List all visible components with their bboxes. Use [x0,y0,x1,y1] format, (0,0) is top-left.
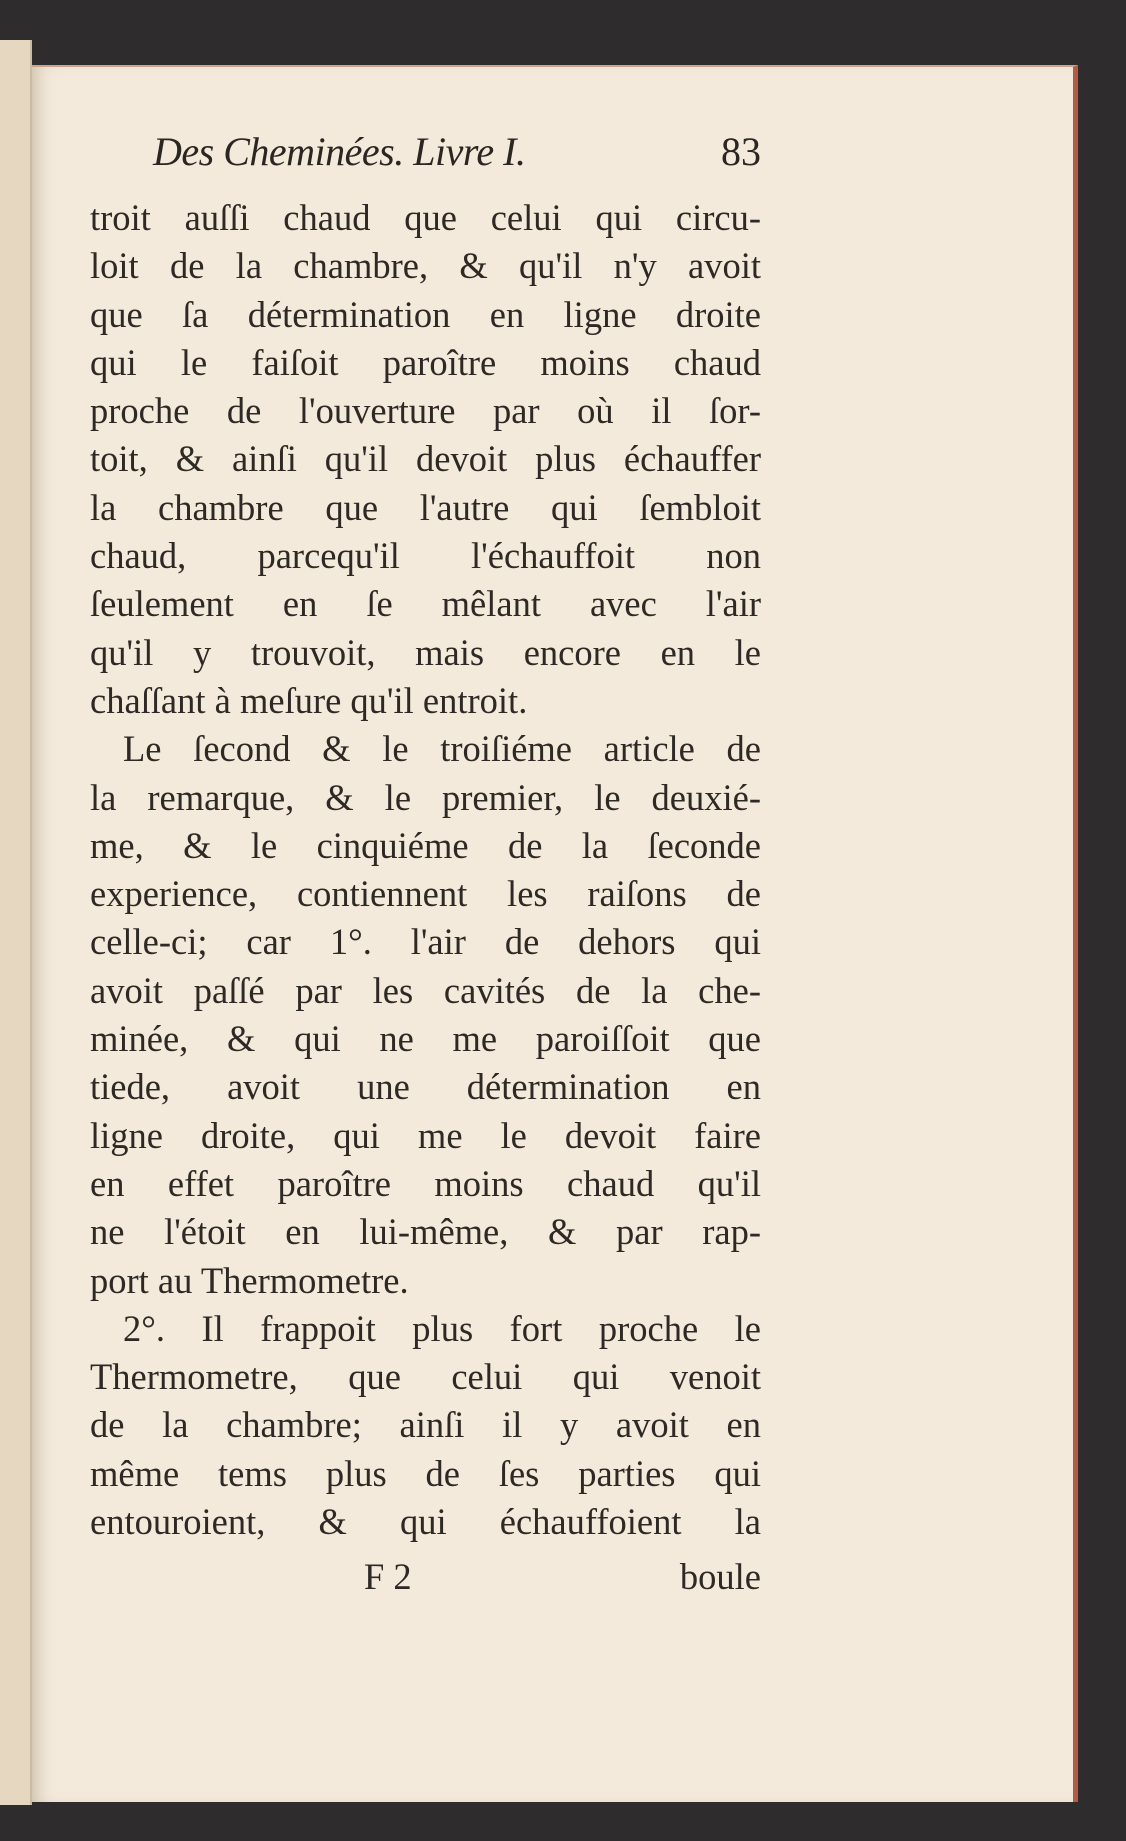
text-line: loit de la chambre, & qu'il n'y avoit [90,245,761,287]
text-line: port au Thermometre. [90,1259,409,1301]
text-line: qu'il y trouvoit, mais encore en le [90,631,761,673]
page-number: 83 [721,129,761,174]
text-line: que ſa détermination en ligne droite [90,293,761,335]
text-line: entouroient, & qui échauffoient la [90,1501,761,1543]
text-line: ne l'étoit en lui-même, & par rap- [90,1211,761,1253]
text-line: troit auſſi chaud que celui qui circu- [90,197,761,238]
text-line: chaſſant à meſure qu'il entroit. [90,679,528,721]
text-line: minée, & qui ne me paroiſſoit que [90,1018,761,1060]
catchword: boule [679,1556,761,1597]
page-footer [90,1555,761,1603]
text-line: qui le faiſoit paroître moins chaud [90,341,761,383]
text-line: Thermometre, que celui qui venoit [90,1356,761,1398]
text-line: chaud, parcequ'il l'échauffoit non [90,535,761,577]
text-line: la remarque, & le premier, le deuxié- [90,776,761,818]
text-line: la chambre que l'autre qui ſembloit [90,486,761,528]
text-line: Le ſecond & le troiſiéme article de [123,728,761,770]
text-line: tiede, avoit une détermination en [90,1066,761,1108]
text-line: même tems plus de ſes parties qui [90,1452,761,1494]
text-line: experience, contiennent les raiſons de [90,873,761,915]
text-line: ſeulement en ſe mêlant avec l'air [90,583,761,625]
text-line: 2°. Il frappoit plus fort proche le [123,1307,761,1349]
text-line: proche de l'ouverture par où il ſor- [90,390,761,432]
running-title: Des Cheminées. Livre I. [153,129,526,174]
text-line: celle-ci; car 1°. l'air de dehors qui [90,921,761,963]
signature-mark: F 2 [364,1556,412,1597]
text-line: me, & le cinquiéme de la ſeconde [90,824,761,866]
text-line: avoit paſſé par les cavités de la che- [90,969,761,1011]
adjacent-left-page-edge [0,40,32,1805]
text-line: toit, & ainſi qu'il devoit plus échauffer [90,438,761,480]
running-header [153,128,761,178]
page-body-text [90,194,761,1546]
text-line: en effet paroître moins chaud qu'il [90,1162,761,1204]
text-line: ligne droite, qui me le devoit faire [90,1114,761,1156]
text-line: de la chambre; ainſi il y avoit en [90,1404,761,1446]
